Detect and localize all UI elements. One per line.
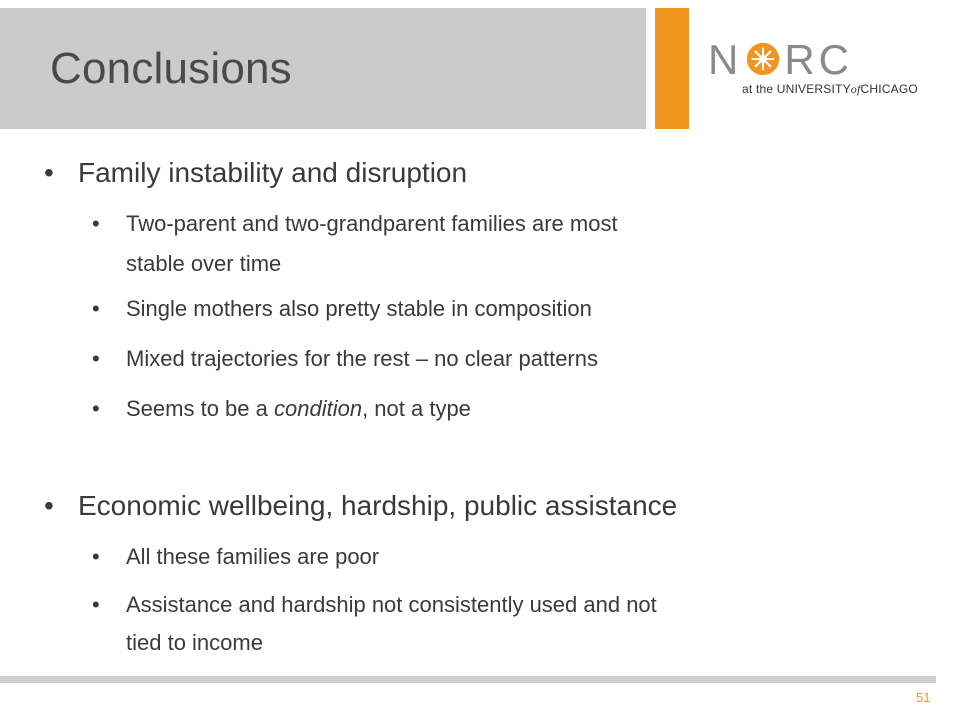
bullet-dot: • xyxy=(92,544,100,569)
footer-divider xyxy=(0,676,936,683)
sub-bullet-text-continued: tied to income xyxy=(126,630,263,655)
sub-bullet-text-suffix: , not a type xyxy=(362,396,471,421)
sub-bullet-text xyxy=(126,394,471,423)
logo-subtitle-prefix: at the UNIVERSITY xyxy=(742,82,851,96)
bullet-dot: • xyxy=(92,346,100,371)
bullet-dot: • xyxy=(92,592,100,617)
logo-subtitle-of: of xyxy=(850,82,861,96)
sub-bullet-text: Assistance and hardship not consistently used and not xyxy=(126,592,657,617)
bullet-dot: • xyxy=(44,490,54,521)
logo-wordmark xyxy=(708,38,853,82)
page-number: 51 xyxy=(916,690,931,705)
bullet-text: Economic wellbeing, hardship, public assistance xyxy=(78,490,678,521)
logo-letter-n: N xyxy=(708,36,743,83)
bullet-dot: • xyxy=(92,211,100,236)
sun-icon xyxy=(744,40,782,78)
sub-bullet-text: Two-parent and two-grandparent families are most xyxy=(126,211,618,236)
bullet-dot: • xyxy=(44,157,54,188)
sub-bullet-text: Single mothers also pretty stable in composition xyxy=(126,296,592,321)
sub-bullet-text: Mixed trajectories for the rest – no clear patterns xyxy=(126,346,598,371)
logo-subtitle-suffix: CHICAGO xyxy=(860,82,918,96)
sub-bullet-text-prefix: Seems to be a xyxy=(126,396,274,421)
logo-letters-rc: RC xyxy=(784,36,854,83)
sub-bullet-text-continued: stable over time xyxy=(126,251,282,276)
norc-logo xyxy=(708,38,940,102)
bullet-dot: • xyxy=(92,396,100,421)
logo-subtitle xyxy=(742,82,918,97)
sub-bullet-text: All these families are poor xyxy=(126,544,380,569)
bullet-text: Family instability and disruption xyxy=(78,157,468,188)
accent-bar xyxy=(655,8,689,129)
slide-title: Conclusions xyxy=(50,44,292,93)
sub-bullet-emphasis: condition xyxy=(273,396,363,421)
bullet-dot: • xyxy=(92,296,100,321)
